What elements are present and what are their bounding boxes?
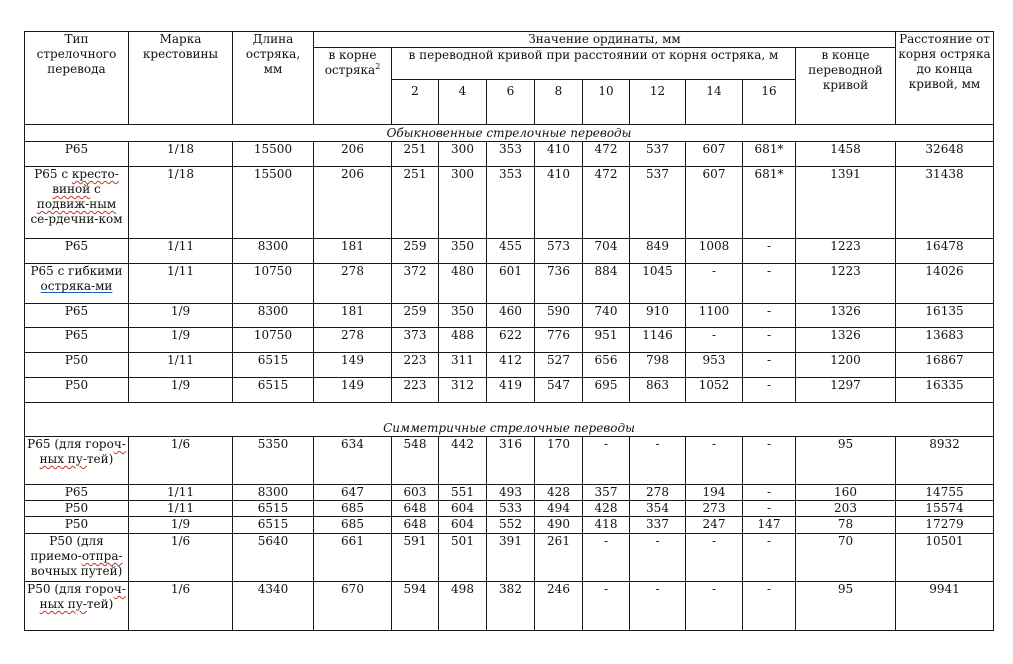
cell-ordinate: 261 (535, 534, 583, 582)
cell-at-root: 670 (314, 582, 392, 631)
cell-at-end: 1223 (796, 264, 896, 304)
cell-at-root: 181 (314, 239, 392, 264)
cell-ordinate: 353 (487, 167, 535, 239)
table-row (25, 353, 994, 378)
cell-type: Р50 (25, 517, 129, 534)
cell-distance: 31438 (896, 167, 994, 239)
cell-length: 5640 (233, 534, 314, 582)
cell-at-end: 95 (796, 437, 896, 485)
cell-ordinate: 736 (535, 264, 583, 304)
cell-ordinate: 607 (686, 167, 743, 239)
cell-ordinate: 373 (392, 328, 439, 353)
header-distance-10: 10 (583, 80, 630, 125)
cell-ordinate: 428 (535, 485, 583, 501)
ordinate-table (24, 31, 994, 631)
cell-at-root: 685 (314, 517, 392, 534)
cell-ordinate: 604 (439, 517, 487, 534)
cell-type: Р65 (25, 304, 129, 328)
cell-type: Р65 (25, 239, 129, 264)
cell-at-end: 203 (796, 501, 896, 517)
cell-ordinate: 1052 (686, 378, 743, 403)
header-row-1 (25, 32, 994, 48)
cell-ordinate: 603 (392, 485, 439, 501)
header-distance-2: 2 (392, 80, 439, 125)
cell-ordinate: 494 (535, 501, 583, 517)
cell-at-end: 95 (796, 582, 896, 631)
cell-mark: 1/6 (129, 534, 233, 582)
cell-ordinate: 337 (630, 517, 686, 534)
table-row (25, 378, 994, 403)
cell-type: Р65 (25, 485, 129, 501)
cell-length: 8300 (233, 239, 314, 264)
cell-ordinate: 695 (583, 378, 630, 403)
cell-ordinate: - (743, 501, 796, 517)
cell-at-root: 661 (314, 534, 392, 582)
cell-ordinate: 460 (487, 304, 535, 328)
cell-length: 6515 (233, 378, 314, 403)
cell-ordinate: - (743, 582, 796, 631)
cell-at-root: 206 (314, 167, 392, 239)
header-distance-6: 6 (487, 80, 535, 125)
cell-distance: 10501 (896, 534, 994, 582)
cell-distance: 16867 (896, 353, 994, 378)
cell-ordinate: - (743, 437, 796, 485)
cell-ordinate: 372 (392, 264, 439, 304)
cell-ordinate: 312 (439, 378, 487, 403)
cell-ordinate: 537 (630, 142, 686, 167)
cell-length: 15500 (233, 142, 314, 167)
cell-type: Р50 (25, 378, 129, 403)
cell-ordinate: - (743, 378, 796, 403)
cell-distance: 16335 (896, 378, 994, 403)
cell-mark: 1/11 (129, 485, 233, 501)
cell-ordinate: 472 (583, 167, 630, 239)
header-distance-8: 8 (535, 80, 583, 125)
cell-ordinate: 849 (630, 239, 686, 264)
cell-ordinate: 300 (439, 142, 487, 167)
cell-ordinate: 533 (487, 501, 535, 517)
cell-mark: 1/9 (129, 304, 233, 328)
cell-ordinate: - (686, 328, 743, 353)
cell-at-end: 1326 (796, 328, 896, 353)
cell-mark: 1/11 (129, 264, 233, 304)
cell-ordinate: 607 (686, 142, 743, 167)
cell-ordinate: 251 (392, 142, 439, 167)
cell-ordinate: 223 (392, 378, 439, 403)
table-row (25, 485, 994, 501)
header-at-root: в корне остряка$^2$ (314, 48, 392, 125)
cell-ordinate: 591 (392, 534, 439, 582)
cell-ordinate: 419 (487, 378, 535, 403)
cell-ordinate: 704 (583, 239, 630, 264)
cell-mark: 1/6 (129, 582, 233, 631)
cell-mark: 1/18 (129, 167, 233, 239)
cell-ordinate: 170 (535, 437, 583, 485)
header-distance-root-end: Расстояние от корня остряка до конца кривой, мм (896, 32, 994, 125)
cell-distance: 9941 (896, 582, 994, 631)
cell-at-end: 1326 (796, 304, 896, 328)
table-row (25, 582, 994, 631)
cell-ordinate: - (686, 582, 743, 631)
cell-ordinate: 910 (630, 304, 686, 328)
cell-ordinate: 648 (392, 517, 439, 534)
cell-ordinate: 1045 (630, 264, 686, 304)
table-row (25, 264, 994, 304)
cell-ordinate: 410 (535, 167, 583, 239)
cell-ordinate: 740 (583, 304, 630, 328)
table-row (25, 517, 994, 534)
cell-at-root: 685 (314, 501, 392, 517)
cell-ordinate: 884 (583, 264, 630, 304)
table-row (25, 328, 994, 353)
cell-at-root: 181 (314, 304, 392, 328)
header-along-curve: в переводной кривой при расстоянии от корня остряка, м (392, 48, 796, 80)
cell-ordinate: 594 (392, 582, 439, 631)
cell-mark: 1/11 (129, 501, 233, 517)
cell-length: 8300 (233, 485, 314, 501)
cell-at-root: 278 (314, 328, 392, 353)
cell-ordinate: 357 (583, 485, 630, 501)
cell-at-end: 1223 (796, 239, 896, 264)
cell-ordinate: 316 (487, 437, 535, 485)
cell-distance: 13683 (896, 328, 994, 353)
cell-at-root: 634 (314, 437, 392, 485)
cell-ordinate: 548 (392, 437, 439, 485)
cell-mark: 1/9 (129, 328, 233, 353)
cell-ordinate: 1100 (686, 304, 743, 328)
cell-ordinate: 273 (686, 501, 743, 517)
cell-ordinate: - (583, 437, 630, 485)
cell-mark: 1/11 (129, 353, 233, 378)
cell-at-end: 1391 (796, 167, 896, 239)
cell-at-root: 647 (314, 485, 392, 501)
cell-ordinate: 622 (487, 328, 535, 353)
cell-at-end: 70 (796, 534, 896, 582)
cell-distance: 16478 (896, 239, 994, 264)
cell-ordinate: 223 (392, 353, 439, 378)
cell-ordinate: 648 (392, 501, 439, 517)
cell-ordinate: 951 (583, 328, 630, 353)
cell-mark: 1/11 (129, 239, 233, 264)
cell-ordinate: 490 (535, 517, 583, 534)
cell-mark: 1/9 (129, 517, 233, 534)
cell-ordinate: - (743, 485, 796, 501)
header-mark: Марка крестовины (129, 32, 233, 125)
section-row-ordinary (25, 125, 994, 142)
cell-at-root: 278 (314, 264, 392, 304)
cell-ordinate: 656 (583, 353, 630, 378)
cell-ordinate: - (583, 534, 630, 582)
cell-ordinate: - (686, 264, 743, 304)
cell-length: 4340 (233, 582, 314, 631)
table-row (25, 239, 994, 264)
cell-ordinate: - (686, 437, 743, 485)
cell-type: Р50 (25, 353, 129, 378)
cell-mark: 1/6 (129, 437, 233, 485)
cell-ordinate: - (743, 264, 796, 304)
cell-distance: 17279 (896, 517, 994, 534)
cell-ordinate: 410 (535, 142, 583, 167)
cell-ordinate: 147 (743, 517, 796, 534)
cell-ordinate: 488 (439, 328, 487, 353)
cell-ordinate: 1146 (630, 328, 686, 353)
header-distance-14: 14 (686, 80, 743, 125)
cell-ordinate: - (583, 582, 630, 631)
cell-ordinate: 601 (487, 264, 535, 304)
cell-ordinate: 353 (487, 142, 535, 167)
header-ordinate-value: Значение ординаты, мм (314, 32, 896, 48)
header-distance-16: 16 (743, 80, 796, 125)
cell-ordinate: 501 (439, 534, 487, 582)
cell-type: Р50 (для приемо-отпра-вочных путей) (25, 534, 129, 582)
cell-ordinate: - (743, 304, 796, 328)
cell-at-end: 1200 (796, 353, 896, 378)
cell-length: 6515 (233, 517, 314, 534)
cell-distance: 32648 (896, 142, 994, 167)
table-row (25, 304, 994, 328)
cell-type: Р65 с кресто-виной с подвиж-ным се-рдечни-ком (25, 167, 129, 239)
cell-ordinate: 1008 (686, 239, 743, 264)
cell-ordinate: 573 (535, 239, 583, 264)
cell-at-root: 206 (314, 142, 392, 167)
cell-distance: 14755 (896, 485, 994, 501)
section-title-ordinary: Обыкновенные стрелочные переводы (25, 125, 994, 142)
cell-ordinate: 604 (439, 501, 487, 517)
header-type: Тип стрелочного перевода (25, 32, 129, 125)
cell-type: Р65 (25, 328, 129, 353)
cell-ordinate: - (743, 534, 796, 582)
cell-ordinate: 537 (630, 167, 686, 239)
cell-distance: 8932 (896, 437, 994, 485)
cell-ordinate: 350 (439, 304, 487, 328)
cell-ordinate: - (743, 353, 796, 378)
cell-ordinate: 798 (630, 353, 686, 378)
cell-ordinate: - (743, 328, 796, 353)
table-row (25, 142, 994, 167)
cell-type: Р65 с гибкими остряка-ми (25, 264, 129, 304)
cell-ordinate: 493 (487, 485, 535, 501)
cell-mark: 1/9 (129, 378, 233, 403)
cell-ordinate: 300 (439, 167, 487, 239)
cell-mark: 1/18 (129, 142, 233, 167)
cell-distance: 14026 (896, 264, 994, 304)
cell-at-root: 149 (314, 353, 392, 378)
cell-ordinate: 350 (439, 239, 487, 264)
cell-ordinate: 547 (535, 378, 583, 403)
cell-at-root: 149 (314, 378, 392, 403)
cell-length: 6515 (233, 353, 314, 378)
cell-ordinate: 590 (535, 304, 583, 328)
header-length: Длина остряка, мм (233, 32, 314, 125)
cell-ordinate: 551 (439, 485, 487, 501)
cell-ordinate: 428 (583, 501, 630, 517)
header-at-end: в конце переводной кривой (796, 48, 896, 125)
cell-ordinate: 527 (535, 353, 583, 378)
cell-ordinate: 251 (392, 167, 439, 239)
cell-ordinate: 259 (392, 239, 439, 264)
cell-ordinate: 681* (743, 142, 796, 167)
cell-ordinate: 418 (583, 517, 630, 534)
table-row (25, 534, 994, 582)
cell-ordinate: - (743, 239, 796, 264)
cell-ordinate: - (686, 534, 743, 582)
cell-ordinate: 382 (487, 582, 535, 631)
cell-at-end: 78 (796, 517, 896, 534)
cell-distance: 16135 (896, 304, 994, 328)
cell-ordinate: 311 (439, 353, 487, 378)
cell-ordinate: 552 (487, 517, 535, 534)
cell-ordinate: 246 (535, 582, 583, 631)
cell-ordinate: 194 (686, 485, 743, 501)
cell-length: 10750 (233, 264, 314, 304)
cell-ordinate: - (630, 582, 686, 631)
cell-ordinate: 278 (630, 485, 686, 501)
cell-length: 15500 (233, 167, 314, 239)
cell-ordinate: 247 (686, 517, 743, 534)
section-row-symmetric (25, 403, 994, 437)
cell-ordinate: 480 (439, 264, 487, 304)
cell-at-end: 160 (796, 485, 896, 501)
cell-ordinate: 455 (487, 239, 535, 264)
cell-length: 10750 (233, 328, 314, 353)
cell-length: 5350 (233, 437, 314, 485)
header-distance-12: 12 (630, 80, 686, 125)
cell-length: 8300 (233, 304, 314, 328)
cell-length: 6515 (233, 501, 314, 517)
cell-ordinate: 681* (743, 167, 796, 239)
cell-ordinate: 863 (630, 378, 686, 403)
header-distance-4: 4 (439, 80, 487, 125)
table-row (25, 437, 994, 485)
cell-ordinate: 953 (686, 353, 743, 378)
cell-ordinate: 498 (439, 582, 487, 631)
cell-ordinate: 442 (439, 437, 487, 485)
cell-ordinate: 776 (535, 328, 583, 353)
cell-ordinate: 472 (583, 142, 630, 167)
table-row (25, 167, 994, 239)
cell-distance: 15574 (896, 501, 994, 517)
table-row (25, 501, 994, 517)
cell-ordinate: - (630, 534, 686, 582)
cell-ordinate: 259 (392, 304, 439, 328)
cell-type: Р50 (для гороч-ных пу-тей) (25, 582, 129, 631)
cell-type: Р50 (25, 501, 129, 517)
cell-type: Р65 (для гороч-ных пу-тей) (25, 437, 129, 485)
cell-ordinate: 391 (487, 534, 535, 582)
cell-ordinate: 354 (630, 501, 686, 517)
cell-at-end: 1458 (796, 142, 896, 167)
cell-ordinate: 412 (487, 353, 535, 378)
cell-ordinate: - (630, 437, 686, 485)
cell-at-end: 1297 (796, 378, 896, 403)
cell-type: Р65 (25, 142, 129, 167)
section-title-symmetric: Симметричные стрелочные переводы (25, 403, 994, 437)
